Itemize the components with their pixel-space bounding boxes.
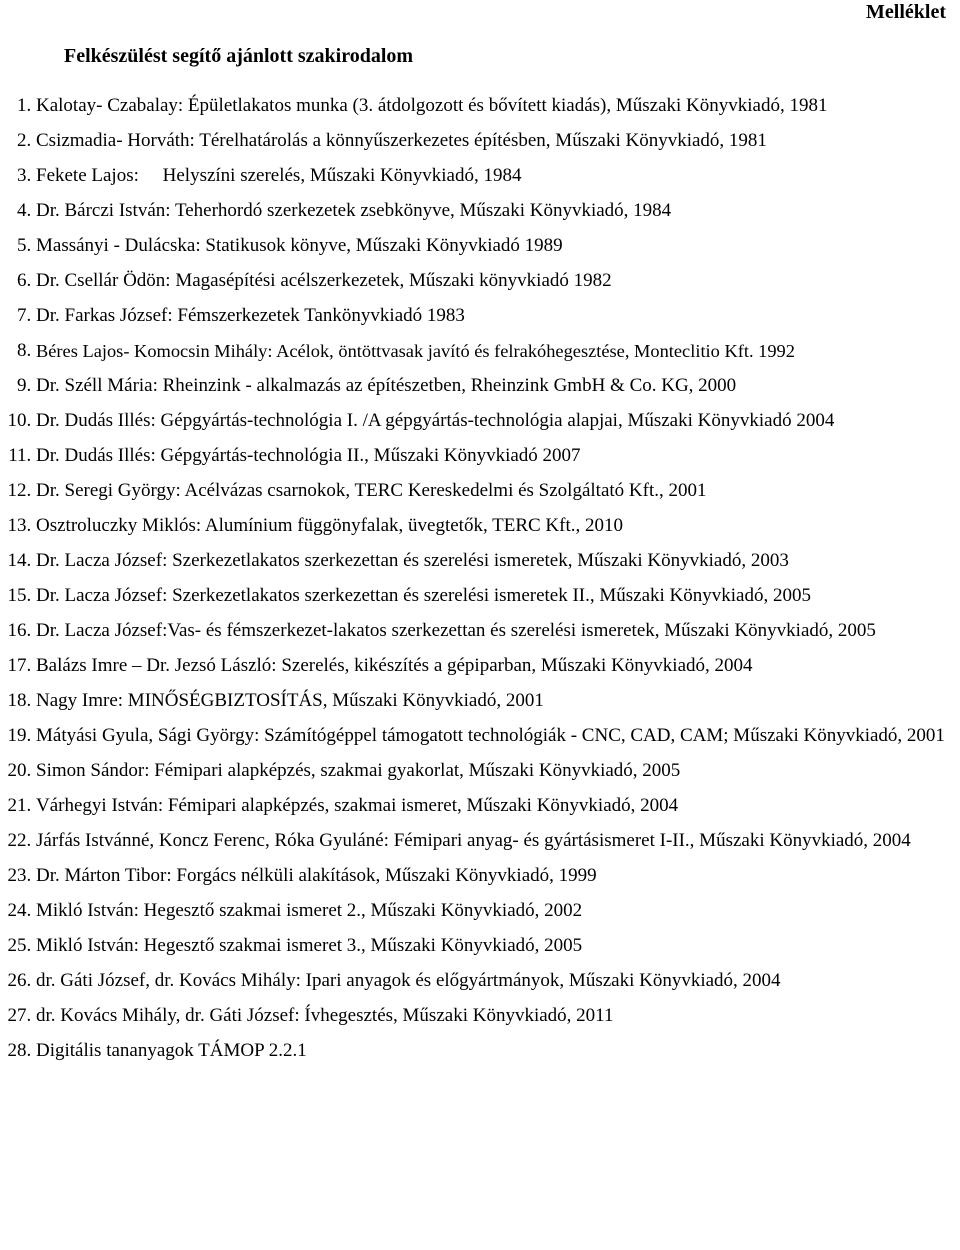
reference-text: Dr. Bárczi István: Teherhordó szerkezetek zsebkönyve, Műszaki Könyvkiadó, 1984 bbox=[36, 200, 672, 221]
reference-item-27 bbox=[0, 1003, 960, 1029]
reference-text: Dr. Lacza József: Szerkezetlakatos szerkezettan és szerelési ismeretek, Műszaki Könyvkiadó, 2003 bbox=[36, 550, 789, 571]
reference-item-15 bbox=[0, 583, 960, 609]
reference-number: 26. bbox=[7, 970, 32, 991]
reference-text: Dr. Farkas József: Fémszerkezetek Tankönyvkiadó 1983 bbox=[36, 305, 465, 326]
reference-text: Digitális tananyagok TÁMOP 2.2.1 bbox=[36, 1040, 307, 1061]
reference-item-26 bbox=[0, 968, 960, 994]
reference-item-19 bbox=[0, 723, 960, 749]
reference-text: Balázs Imre – Dr. Jezsó László: Szerelés, kikészítés a gépiparban, Műszaki Könyvkiadó, 2004 bbox=[36, 655, 753, 676]
reference-text: Dr. Csellár Ödön: Magasépítési acélszerkezetek, Műszaki könyvkiadó 1982 bbox=[36, 270, 612, 291]
reference-item-6 bbox=[0, 268, 960, 294]
reference-text: Dr. Seregi György: Acélvázas csarnokok, TERC Kereskedelmi és Szolgáltató Kft., 2001 bbox=[36, 480, 707, 501]
reference-number: 28. bbox=[7, 1040, 32, 1061]
reference-text: Nagy Imre: MINŐSÉGBIZTOSÍTÁS, Műszaki Könyvkiadó, 2001 bbox=[36, 690, 544, 711]
reference-item-16 bbox=[0, 618, 960, 644]
reference-item-3 bbox=[0, 163, 960, 189]
reference-text: Osztroluczky Miklós: Alumínium függönyfalak, üvegtetők, TERC Kft., 2010 bbox=[36, 515, 624, 536]
reference-number: 25. bbox=[7, 935, 32, 956]
reference-text: Simon Sándor: Fémipari alapképzés, szakmai gyakorlat, Műszaki Könyvkiadó, 2005 bbox=[36, 760, 681, 781]
reference-text: Dr. Széll Mária: Rheinzink - alkalmazás az építészetben, Rheinzink GmbH & Co. KG, 2000 bbox=[36, 375, 737, 396]
reference-number: 16. bbox=[7, 620, 32, 641]
reference-number: 12. bbox=[7, 480, 32, 501]
reference-number: 2. bbox=[17, 130, 32, 151]
reference-item-24 bbox=[0, 898, 960, 924]
reference-list bbox=[0, 93, 960, 1073]
reference-text: Mikló István: Hegesztő szakmai ismeret 3., Műszaki Könyvkiadó, 2005 bbox=[36, 935, 583, 956]
reference-number: 24. bbox=[7, 900, 32, 921]
reference-item-25 bbox=[0, 933, 960, 959]
reference-number: 20. bbox=[7, 760, 32, 781]
reference-number: 8. bbox=[17, 340, 32, 361]
reference-number: 1. bbox=[17, 95, 32, 116]
reference-number: 10. bbox=[7, 410, 32, 431]
reference-number: 14. bbox=[7, 550, 32, 571]
reference-number: 22. bbox=[7, 830, 32, 851]
reference-item-8 bbox=[0, 338, 960, 364]
reference-text: Béres Lajos- Komocsin Mihály: Acélok, öntöttvasak javító és felrakóhegesztése, Monteclitio Kft. 1992 bbox=[36, 341, 795, 361]
reference-number: 6. bbox=[17, 270, 32, 291]
reference-number: 15. bbox=[7, 585, 32, 606]
reference-text: Várhegyi István: Fémipari alapképzés, szakmai ismeret, Műszaki Könyvkiadó, 2004 bbox=[36, 795, 679, 816]
reference-text: Dr. Márton Tibor: Forgács nélküli alakítások, Műszaki Könyvkiadó, 1999 bbox=[36, 865, 597, 886]
reference-item-7 bbox=[0, 303, 960, 329]
reference-item-17 bbox=[0, 653, 960, 679]
reference-item-11 bbox=[0, 443, 960, 469]
reference-item-21 bbox=[0, 793, 960, 819]
reference-text: dr. Gáti József, dr. Kovács Mihály: Ipari anyagok és előgyártmányok, Műszaki Könyvkiadó, 2004 bbox=[36, 970, 781, 991]
reference-item-4 bbox=[0, 198, 960, 224]
reference-item-22 bbox=[0, 828, 960, 854]
reference-item-13 bbox=[0, 513, 960, 539]
reference-text: Kalotay- Czabalay: Épületlakatos munka (3. átdolgozott és bővített kiadás), Műszaki Könyvkiadó, 1981 bbox=[36, 95, 828, 116]
reference-item-5 bbox=[0, 233, 960, 259]
reference-item-10 bbox=[0, 408, 960, 434]
reference-text: Massányi - Dulácska: Statikusok könyve, Műszaki Könyvkiadó 1989 bbox=[36, 235, 563, 256]
reference-number: 7. bbox=[17, 305, 32, 326]
reference-text: Dr. Dudás Illés: Gépgyártás-technológia II., Műszaki Könyvkiadó 2007 bbox=[36, 445, 581, 466]
page-title: Felkészülést segítő ajánlott szakirodalom bbox=[64, 45, 414, 67]
reference-number: 23. bbox=[7, 865, 32, 886]
reference-number: 18. bbox=[7, 690, 32, 711]
reference-number: 17. bbox=[7, 655, 32, 676]
reference-text: Mikló István: Hegesztő szakmai ismeret 2., Műszaki Könyvkiadó, 2002 bbox=[36, 900, 583, 921]
reference-text: dr. Kovács Mihály, dr. Gáti József: Ívhegesztés, Műszaki Könyvkiadó, 2011 bbox=[36, 1005, 614, 1026]
reference-item-28 bbox=[0, 1038, 960, 1064]
reference-number: 11. bbox=[8, 445, 32, 466]
reference-number: 19. bbox=[7, 725, 32, 746]
reference-number: 5. bbox=[17, 235, 32, 256]
reference-item-1 bbox=[0, 93, 960, 119]
reference-number: 4. bbox=[17, 200, 32, 221]
reference-number: 3. bbox=[17, 165, 32, 186]
annex-label: Melléklet bbox=[866, 1, 946, 23]
reference-item-2 bbox=[0, 128, 960, 154]
reference-number: 9. bbox=[17, 375, 32, 396]
reference-number: 13. bbox=[7, 515, 32, 536]
reference-number: 27. bbox=[7, 1005, 32, 1026]
reference-item-14 bbox=[0, 548, 960, 574]
reference-text: Mátyási Gyula, Sági György: Számítógéppel támogatott technológiák - CNC, CAD, CAM; Műszaki Könyvkiadó, 2001 bbox=[36, 725, 945, 746]
reference-number: 21. bbox=[7, 795, 32, 816]
reference-item-12 bbox=[0, 478, 960, 504]
reference-text: Fekete Lajos: Helyszíni szerelés, Műszaki Könyvkiadó, 1984 bbox=[36, 165, 522, 186]
reference-item-23 bbox=[0, 863, 960, 889]
reference-text: Dr. Lacza József:Vas- és fémszerkezet-lakatos szerkezettan és szerelési ismeretek, Műszaki Könyvkiadó, 2005 bbox=[36, 620, 876, 641]
reference-item-18 bbox=[0, 688, 960, 714]
reference-text: Csizmadia- Horváth: Térelhatárolás a könnyűszerkezetes építésben, Műszaki Könyvkiadó, 1981 bbox=[36, 130, 767, 151]
reference-text: Járfás Istvánné, Koncz Ferenc, Róka Gyuláné: Fémipari anyag- és gyártásismeret I-II., Műszaki Könyvkiadó, 2004 bbox=[36, 830, 911, 851]
reference-item-9 bbox=[0, 373, 960, 399]
reference-text: Dr. Dudás Illés: Gépgyártás-technológia I. /A gépgyártás-technológia alapjai, Műszaki Könyvkiadó 2004 bbox=[36, 410, 835, 431]
reference-item-20 bbox=[0, 758, 960, 784]
reference-text: Dr. Lacza József: Szerkezetlakatos szerkezettan és szerelési ismeretek II., Műszaki Könyvkiadó, 2005 bbox=[36, 585, 811, 606]
